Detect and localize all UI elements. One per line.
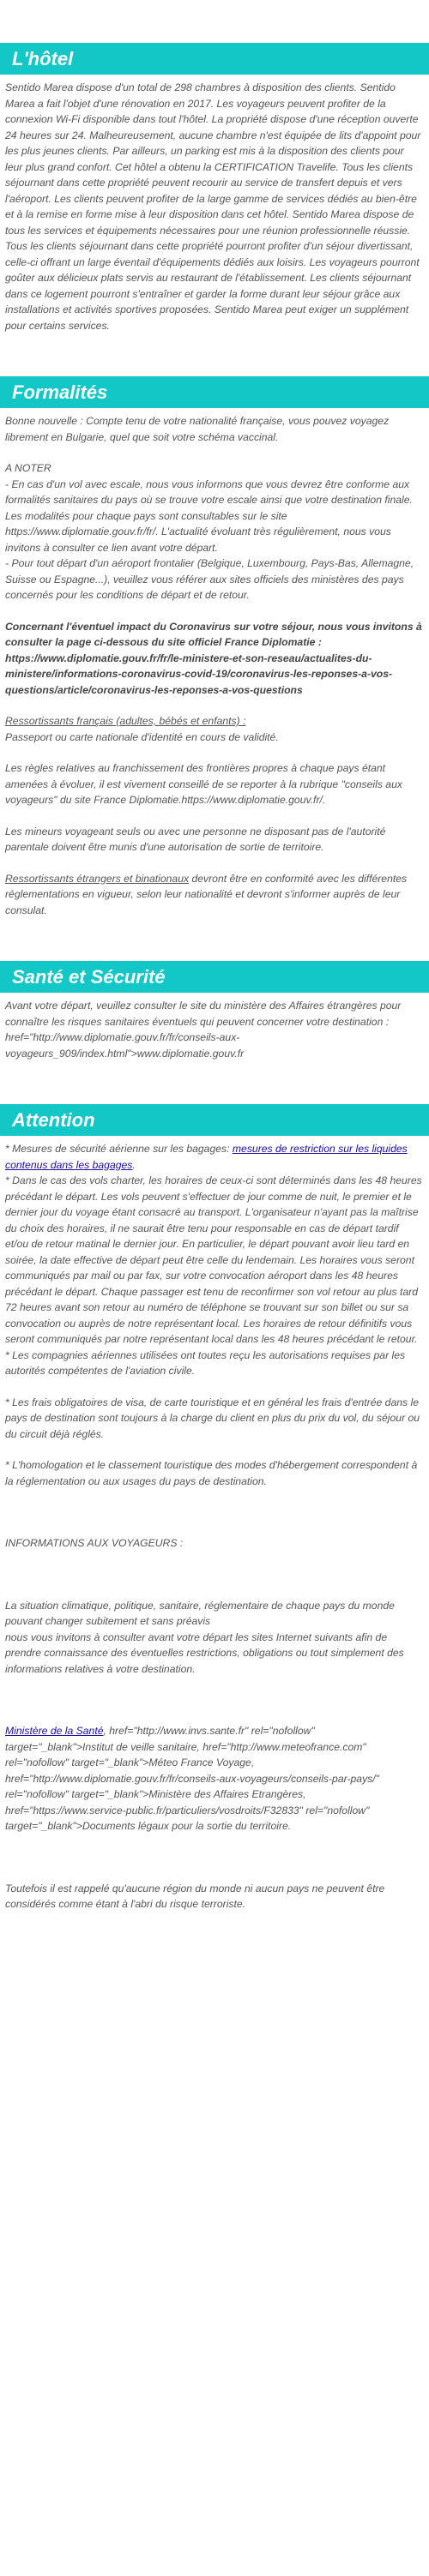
liquids-restriction-link[interactable]: mesures de restriction sur les liquides contenus dans les bagages	[5, 1143, 408, 1171]
coronavirus-notice: Concernant l'éventuel impact du Coronavirus sur votre séjour, nous vous invitons à consulter la page ci-dessous du site officiel France Diplomatie : https://www.diplomatie.gouv.fr/fr/le-ministere-et-son-reseau/actualites-du-ministere/informations-coronavirus-covid-19/coronavirus-les-reponses-a-vos-questions/article/coronavirus-les-reponses-a-vos-questions	[5, 620, 422, 696]
situation-text-1: La situation climatique, politique, sanitaire, réglementaire de chaque pays du monde pouvant changer subitement et sans préavis	[5, 1599, 395, 1627]
foreign-nationals-text: devront être en conformité avec les différentes réglementations en vigueur, selon leur nationalité et devront s'informer auprès de leur consulat.	[5, 872, 408, 916]
hotel-description: Sentido Marea dispose d'un total de 298 chambres à disposition des clients. Sentido Marea a fait l'objet d'une rénovation en 2017. Les voyageurs peuvent profiter de la connexion Wi-Fi disponible dans tout l'hôtel. La propriété dispose d'une réception ouverte 24 heures sur 24. Malheureusement, aucune chambre n'est équipée de lits d'appoint pour les plus jeunes clients. Par ailleurs, un parking est mis à la disposition des clients pour leur plus grand confort. Cet hôtel a obtenu la CERTIFICATION Travelife. Tous les clients séjournant dans cette propriété peuvent recourir au service de transfert depuis et vers l'aéroport. Les clients peuvent profiter de la large gamme de services dédiés au bien-être et à la remise en forme mise à leur disposition dans cet hôtel. Sentido Marea dispose de tous les services et équipements nécessaires pour une réunion professionnelle réussie. Tous les clients séjournant dans cette propriété pourront profiter d'un séjour divertissant, celle-ci offrant un large éventail d'équipements dédiés aux loisirs. Les voyageurs pourront goûter aux délicieux plats servis au restaurant de l'établissement. Les clients séjournant dans ce logement pourront s'entraîner et garder la forme durant leur séjour grâce aux installations et activités sportives proposées. Sentido Marea peut exiger un supplément pour certains services.	[5, 81, 421, 332]
airline-authorizations-text: * Les compagnies aériennes utilisées ont toutes reçu les autorisations requises par les autorités compétentes de l'aviation civile.	[5, 1348, 406, 1377]
formalites-intro: Bonne nouvelle : Compte tenu de votre nationalité française, vous pouvez voyagez librement en Bulgarie, quel que soit votre schéma vaccinal.	[5, 415, 390, 443]
note-title: A NOTER	[5, 462, 51, 474]
ministry-health-link[interactable]: Ministère de la Santé	[5, 1725, 104, 1737]
useful-links-text: , href="http://www.invs.sante.fr" rel="nofollow" target="_blank">Institut de veille sanitaire, href="http://www.meteofrance.com" rel="nofollow" target="_blank">Méteo France Voyage, href="http://www.diplomatie.gouv.fr/fr/conseils-aux-voyageurs/conseils-par-pays/" rel="nofollow" target="_blank">Ministère des Affaires Etrangères, href="https://www.service-public.fr/particuliers/vosdroits/F32833" rel="nofollow" target="_blank">Documents légaux pour la sortie du territoire.	[5, 1725, 379, 1832]
attention-section	[0, 1141, 429, 1912]
foreign-nationals	[5, 871, 424, 919]
sante-text: Avant votre départ, veuillez consulter le site du ministère des Affaires étrangères pour connaître les risques sanitaires éventuels qui peuvent concerner votre destination : href="http://www.diplomatie.gouv.fr/fr/conseils-aux-voyageurs_909/index.html">www.diplomatie.gouv.fr	[5, 1000, 402, 1060]
charter-schedules-text: * Dans le cas des vols charter, les horaires de ceux-ci sont déterminés dans les 48 heures précédant le départ. Les vols peuvent s'effectuer de jour comme de nuit, le premier et le dernier jour du voyage étant consacré au transport. L'organisateur n'ayant pas la maîtrise du choix des horaires, il ne saurait être tenu pour responsable en cas de départ tardif et/ou de retour matinal le dernier jour. En particulier, le départ pouvant avoir lieu tard en soirée, la date effective de départ peut être celle du lendemain. Les horaires vous seront communiqués par mail ou par fax, sur votre convocation aéroport dans les 48 heures précédant le départ. Chaque passager est tenu de reconfirmer son vol retour au plus tard 72 heures avant son retour au numéro de téléphone se trouvant sur son billet ou sur sa convocation ou auprès de notre représentant local. Les horaires de retour définitifs vous seront communiqués par notre représentant local dans les 48 heures précédant le retour.	[5, 1174, 422, 1345]
french-nationals-text: Passeport ou carte nationale d'identité en cours de validité.	[5, 730, 279, 743]
accommodation-classification-text: * L'homologation et le classement touristique des modes d'hébergement correspondent à la réglementation ou aux usages du pays de destination.	[5, 1459, 418, 1487]
section-title-formalites: Formalités	[0, 376, 429, 408]
page	[0, 43, 429, 1947]
sante-section	[0, 998, 429, 1061]
border-rules-text: Les règles relatives au franchissement des frontières propres à chaque pays étant amenées à évoluer, il est vivement conseillé de se reporter à la rubrique "conseils aux voyageurs" du site France Diplomatie.https://www.diplomatie.gouv.fr/.	[5, 762, 402, 806]
baggage-measures-prefix: * Mesures de sécurité aérienne sur les bagages:	[5, 1143, 233, 1155]
terrorism-reminder: Toutefois il est rappelé qu'aucune région du monde ni aucun pays ne peuvent être considérés comme étant à l'abri du risque terroriste.	[5, 1882, 385, 1910]
section-title-hotel: L'hôtel	[0, 43, 429, 75]
foreign-nationals-heading: Ressortissants étrangers et binationaux	[5, 872, 190, 885]
travelers-info-heading: INFORMATIONS AUX VOYAGEURS :	[5, 1537, 184, 1549]
note-escale: - En cas d'un vol avec escale, nous vous informons que vous devrez être conforme aux formalités sanitaires du pays où se trouve votre escale ainsi que votre destination finale.	[5, 477, 413, 506]
visa-fees-text: * Les frais obligatoires de visa, de carte touristique et en général les frais d'entrée dans le pays de destination sont toujours à la charge du client en plus du prix du vol, du séjour ou du circuit déjà réglés.	[5, 1396, 420, 1440]
note-modalites: Les modalités pour chaque pays sont consultables sur le site https://www.diplomatie.gouv.fr/fr/. L'actualité évoluant très régulièrement, nous vous invitons à consulter ce lien avant votre départ.	[5, 509, 391, 554]
hotel-section	[0, 80, 429, 333]
section-title-attention: Attention	[0, 1104, 429, 1136]
french-nationals-heading: Ressortissants français (adultes, bébés et enfants) :	[5, 715, 246, 727]
minors-text: Les mineurs voyageant seuls ou avec une personne ne disposant pas de l'autorité parentale doivent être munis d'une autorisation de sortie de territoire.	[5, 825, 386, 853]
section-title-sante: Santé et Sécurité	[0, 961, 429, 993]
baggage-measures-suffix: .	[132, 1158, 136, 1171]
situation-text-2: nous vous invitons à consulter avant votre départ les sites Internet suivants afin de prendre connaissance des éventuelles restrictions, obligations ou tout simplement des informations relatives à votre destination.	[5, 1630, 404, 1675]
useful-links	[5, 1723, 424, 1834]
note-frontalier: - Pour tout départ d'un aéroport frontalier (Belgique, Luxembourg, Pays-Bas, Allemagne, Suisse ou Espagne...), veuillez vous référer aux sites officiels des ministères des pays concernés pour les conditions de départ et de retour.	[5, 557, 414, 601]
baggage-measures	[5, 1141, 424, 1173]
formalites-section	[0, 413, 429, 918]
